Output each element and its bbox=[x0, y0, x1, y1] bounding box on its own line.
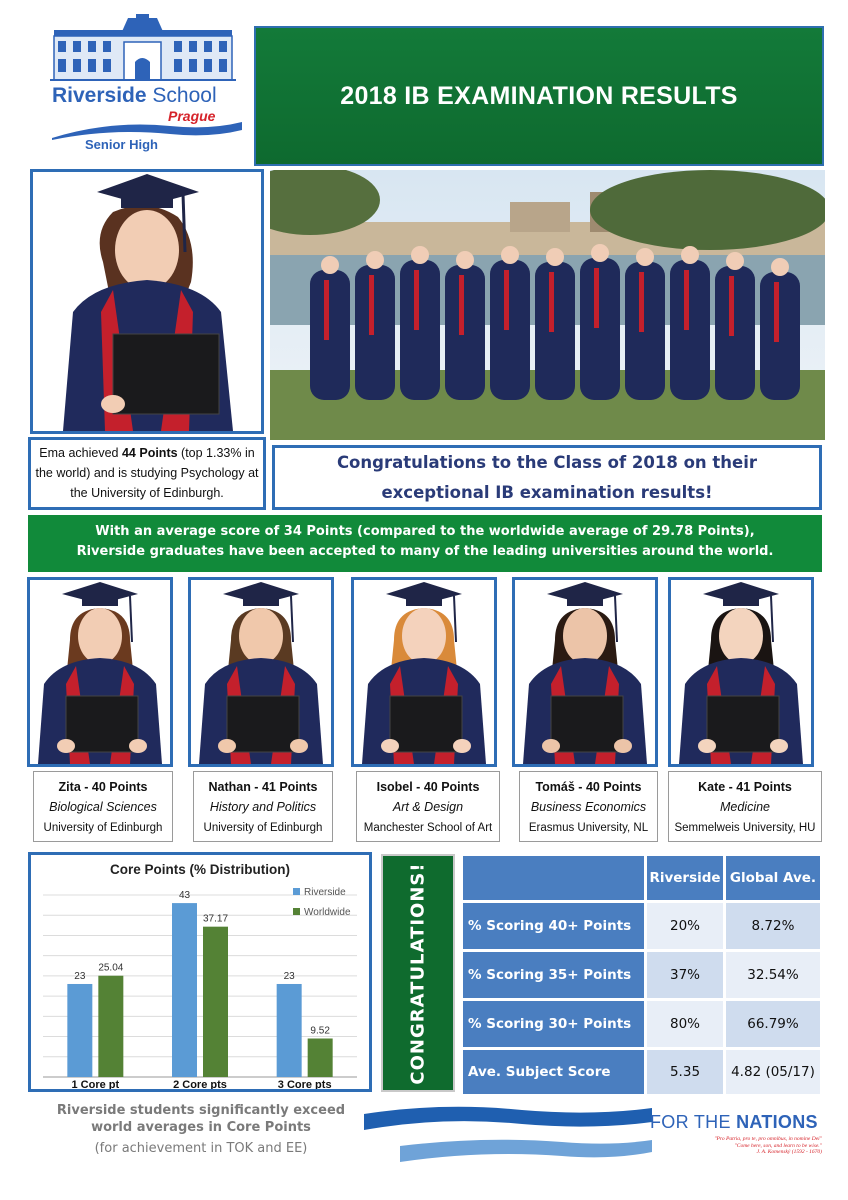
results-table bbox=[460, 853, 823, 1097]
average-score-banner bbox=[28, 515, 822, 572]
table-row-label: % Scoring 40+ Points bbox=[463, 903, 644, 949]
chart-tick-label: 3 Core pts bbox=[277, 1079, 332, 1089]
nations-title bbox=[650, 1112, 818, 1133]
school-building-icon bbox=[40, 14, 245, 84]
table-row bbox=[463, 1001, 820, 1047]
logo-name-bold: Riverside bbox=[52, 84, 147, 107]
chart-data-label: 43 bbox=[178, 890, 191, 902]
average-banner-line2: Riverside graduates have been accepted to many of the leading universities around the world. bbox=[76, 544, 774, 559]
table-cell-riverside: 20% bbox=[647, 903, 723, 949]
title-banner bbox=[254, 26, 824, 166]
chart-bar-worldwide bbox=[308, 1038, 333, 1077]
footer-line2: (for achievement in TOK and EE) bbox=[94, 1141, 308, 1156]
student-photo bbox=[188, 577, 334, 767]
graduate-portrait-icon bbox=[515, 580, 655, 764]
nations-quote3: J. A. Komenský (1592 - 1670) bbox=[756, 1149, 822, 1155]
chart-svg bbox=[31, 855, 369, 1089]
core-points-chart bbox=[28, 852, 372, 1092]
footer-line1b: world averages in Core Points bbox=[91, 1120, 311, 1135]
student-photo bbox=[668, 577, 814, 767]
congratulations-text: Congratulations to the Class of 2018 on their exceptional IB examination results! bbox=[336, 452, 758, 502]
school-logo bbox=[40, 14, 245, 162]
table-row-label: % Scoring 30+ Points bbox=[463, 1001, 644, 1047]
congratulations-vertical-text: CONGRATULATIONS! bbox=[407, 861, 429, 1085]
chart-title: Core Points (% Distribution) bbox=[110, 862, 290, 877]
chart-bar-riverside bbox=[277, 984, 302, 1077]
chart-data-label: 23 bbox=[283, 970, 295, 982]
student-university: University of Edinburgh bbox=[203, 822, 323, 834]
table-row bbox=[463, 1050, 820, 1094]
graduate-portrait-icon bbox=[354, 580, 494, 764]
graduate-portrait-icon bbox=[671, 580, 811, 764]
chart-bar-worldwide bbox=[98, 976, 123, 1077]
student-name: Nathan - 41 Points bbox=[208, 780, 318, 794]
nations-quote bbox=[712, 1136, 822, 1156]
chart-legend-label: Riverside bbox=[304, 887, 346, 898]
nations-prefix: FOR THE bbox=[650, 1112, 737, 1132]
table-header-riverside: Riverside bbox=[647, 856, 723, 900]
student-card bbox=[193, 771, 333, 842]
class-group-photo bbox=[270, 170, 825, 440]
logo-city: Prague bbox=[168, 108, 216, 124]
student-card bbox=[668, 771, 822, 842]
student-photo bbox=[512, 577, 658, 767]
congratulations-vertical-banner bbox=[381, 854, 455, 1092]
table-row bbox=[463, 952, 820, 998]
student-university: University of Edinburgh bbox=[43, 822, 163, 834]
student-subject: Biological Sciences bbox=[49, 800, 157, 814]
chart-data-label: 25.04 bbox=[98, 962, 124, 974]
student-university: Semmelweis University, HU bbox=[674, 822, 816, 834]
graduate-portrait-icon bbox=[30, 580, 170, 764]
footer-line1a: Riverside students significantly exceed bbox=[56, 1103, 346, 1118]
chart-legend-swatch bbox=[293, 908, 300, 915]
logo-name-regular: School bbox=[146, 84, 217, 107]
nations-wave-icon bbox=[362, 1100, 662, 1166]
graduate-portrait-icon bbox=[33, 172, 261, 431]
congratulations-box bbox=[272, 445, 822, 510]
student-subject: Business Economics bbox=[530, 800, 647, 814]
page-title: 2018 IB EXAMINATION RESULTS bbox=[340, 81, 738, 110]
student-photo bbox=[351, 577, 497, 767]
table-row-label: % Scoring 35+ Points bbox=[463, 952, 644, 998]
student-name: Isobel - 40 Points bbox=[376, 780, 480, 794]
chart-tick-label: 1 Core pt bbox=[71, 1079, 120, 1089]
featured-student-caption bbox=[28, 437, 266, 510]
student-name: Kate - 41 Points bbox=[698, 780, 792, 794]
student-subject: Art & Design bbox=[392, 800, 464, 814]
nations-quote1: "Pro Patria, pro te, pro omnibus, in nomine Dei" bbox=[714, 1136, 822, 1142]
table-row-label: Ave. Subject Score bbox=[463, 1050, 644, 1094]
chart-tick-label: 2 Core pts bbox=[173, 1079, 227, 1089]
chart-legend-label: Worldwide bbox=[304, 907, 351, 918]
student-card bbox=[33, 771, 173, 842]
chart-data-label: 23 bbox=[74, 970, 86, 982]
caption-pre: Ema achieved bbox=[39, 446, 122, 460]
student-photo bbox=[27, 577, 173, 767]
table-cell-global: 8.72% bbox=[726, 903, 820, 949]
featured-student-photo bbox=[30, 169, 264, 434]
caption-points: 44 Points bbox=[121, 446, 178, 460]
footer-note bbox=[28, 1102, 374, 1159]
table-cell-riverside: 37% bbox=[647, 952, 723, 998]
table-row bbox=[463, 903, 820, 949]
logo-division: Senior High bbox=[85, 137, 158, 152]
table-cell-global: 66.79% bbox=[726, 1001, 820, 1047]
table-header-blank bbox=[463, 856, 644, 900]
student-card bbox=[519, 771, 658, 842]
table-cell-riverside: 80% bbox=[647, 1001, 723, 1047]
nations-bold: NATIONS bbox=[736, 1112, 818, 1132]
caption-post: (top 1.33% in the world) and is studying Psychology at the University of Edinburgh. bbox=[35, 446, 259, 500]
chart-legend-swatch bbox=[293, 888, 300, 895]
table-header-row bbox=[463, 856, 820, 900]
chart-bar-riverside bbox=[67, 984, 92, 1077]
graduate-portrait-icon bbox=[191, 580, 331, 764]
table-cell-riverside: 5.35 bbox=[647, 1050, 723, 1094]
student-university: Manchester School of Art bbox=[363, 822, 493, 834]
chart-data-label: 9.52 bbox=[310, 1025, 330, 1037]
student-name: Zita - 40 Points bbox=[58, 780, 148, 794]
chart-data-label: 37.17 bbox=[202, 913, 229, 925]
student-name: Tomáš - 40 Points bbox=[535, 780, 642, 794]
table-header-global: Global Ave. bbox=[726, 856, 820, 900]
table-cell-global: 4.82 (05/17) bbox=[726, 1050, 820, 1094]
nations-quote2: "Come here, son, and learn to be wise." bbox=[734, 1142, 822, 1149]
student-subject: Medicine bbox=[719, 800, 771, 814]
table-cell-global: 32.54% bbox=[726, 952, 820, 998]
student-card bbox=[356, 771, 500, 842]
chart-bar-worldwide bbox=[203, 927, 228, 1077]
average-banner-line1: With an average score of 34 Points (compared to the worldwide average of 29.78 Points), bbox=[95, 524, 755, 539]
chart-bar-riverside bbox=[172, 903, 197, 1077]
group-photo-icon bbox=[270, 170, 825, 440]
student-subject: History and Politics bbox=[209, 800, 317, 814]
student-university: Erasmus University, NL bbox=[528, 822, 649, 834]
